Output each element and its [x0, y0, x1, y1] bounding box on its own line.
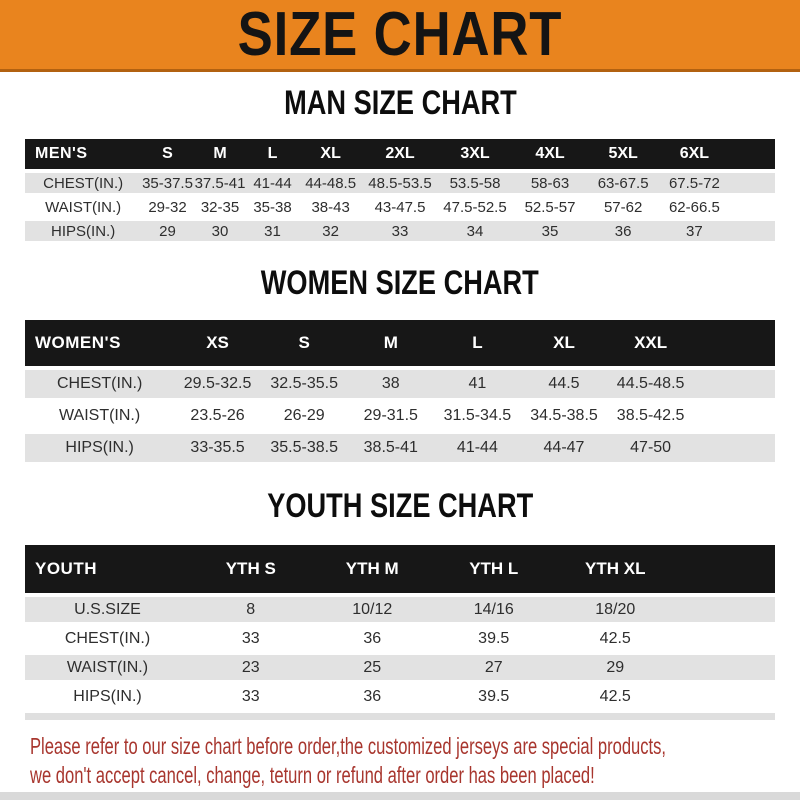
- youth-section-heading-text: YOUTH SIZE CHART: [267, 487, 533, 525]
- table-row: [25, 173, 775, 193]
- cell: 27: [433, 655, 555, 680]
- cell: 44.5: [521, 370, 608, 398]
- table-row: [25, 626, 775, 651]
- cell: 29.5-32.5: [174, 370, 261, 398]
- cell: 25: [312, 655, 434, 680]
- cell: 48.5-53.5: [363, 173, 438, 193]
- row-spacer: [676, 655, 775, 680]
- cell: 32: [299, 221, 363, 241]
- cell: 63-67.5: [588, 173, 659, 193]
- table-label: YOUTH: [25, 545, 190, 593]
- cell: 37: [659, 221, 730, 241]
- column-header: 6XL: [659, 139, 730, 169]
- cell: 47.5-52.5: [443, 198, 507, 216]
- row-label: WAIST(IN.): [25, 655, 190, 680]
- column-header: 5XL: [588, 139, 659, 169]
- cell: 38.5-41: [347, 434, 434, 462]
- cell: 36: [588, 221, 659, 241]
- cell: 29-31.5: [363, 407, 418, 424]
- column-header: YTH M: [312, 545, 434, 593]
- table-row: [25, 434, 775, 462]
- cell: 39.5: [478, 687, 510, 705]
- cell: 37.5-41: [194, 174, 246, 192]
- column-header: XXL: [607, 320, 694, 366]
- banner-title: SIZE CHART: [237, 0, 563, 69]
- row-spacer: [730, 197, 775, 217]
- row-spacer: [694, 370, 775, 398]
- cell: 33: [363, 221, 438, 241]
- men-size-table: [25, 135, 775, 245]
- row-label: CHEST(IN.): [25, 173, 141, 193]
- column-header: M: [194, 139, 247, 169]
- cell: 10/12: [312, 597, 434, 622]
- cell: 57-62: [603, 198, 643, 216]
- header-spacer: [730, 139, 775, 169]
- table-row: [25, 370, 775, 398]
- row-label: HIPS(IN.): [25, 221, 141, 241]
- cell: 44-48.5: [299, 173, 363, 193]
- women-size-table: [25, 316, 775, 466]
- bottom-strip: [0, 792, 800, 800]
- column-header: L: [434, 320, 521, 366]
- cell: 52.5-57: [524, 198, 576, 216]
- youth-section-heading: [0, 488, 800, 524]
- row-spacer: [694, 402, 775, 430]
- cell: 62-66.5: [668, 198, 720, 216]
- cell: 35-37.5: [142, 174, 193, 192]
- table-header-row: [25, 545, 775, 593]
- row-spacer: [730, 173, 775, 193]
- column-header: S: [141, 139, 194, 169]
- header-spacer: [676, 545, 775, 593]
- table-row: [25, 221, 775, 241]
- cell: 30: [194, 221, 247, 241]
- table-row: [25, 597, 775, 622]
- cell: 53.5-58: [438, 173, 513, 193]
- cell: 39.5: [478, 629, 510, 647]
- row-label: WAIST(IN.): [45, 198, 122, 216]
- cell: 41: [434, 370, 521, 398]
- column-header: M: [347, 320, 434, 366]
- table-row: [25, 684, 775, 709]
- cell: 31.5-34.5: [443, 407, 512, 424]
- cell: 58-63: [513, 173, 588, 193]
- cell: 44-47: [521, 434, 608, 462]
- youth-section: [0, 488, 800, 720]
- men-table-wrap: [25, 135, 775, 245]
- disclaimer: [30, 732, 800, 790]
- men-section-heading-text: MAN SIZE CHART: [283, 84, 517, 122]
- cell: 18/20: [555, 597, 677, 622]
- disclaimer-line-2: we don't accept cancel, change, teturn or refund after order has been placed!: [30, 762, 595, 788]
- youth-table-footer-strip: [25, 713, 775, 720]
- column-header: 3XL: [438, 139, 513, 169]
- table-row: [25, 197, 775, 217]
- women-section-heading-text: WOMEN SIZE CHART: [260, 264, 540, 302]
- column-header: XL: [521, 320, 608, 366]
- cell: 35-38: [253, 198, 292, 216]
- cell: 33-35.5: [174, 434, 261, 462]
- cell: 34.5-38.5: [530, 407, 598, 424]
- cell: 34: [438, 221, 513, 241]
- cell: 8: [190, 597, 312, 622]
- cell: 29: [141, 221, 194, 241]
- column-header: YTH XL: [555, 545, 677, 593]
- cell: 47-50: [607, 434, 694, 462]
- men-section: [0, 85, 800, 245]
- row-label: HIPS(IN.): [25, 434, 174, 462]
- youth-table-wrap: [25, 541, 775, 713]
- men-section-heading: [0, 85, 800, 121]
- cell: 35.5-38.5: [261, 434, 348, 462]
- column-header: L: [246, 139, 299, 169]
- row-spacer: [694, 434, 775, 462]
- size-chart-banner: [0, 0, 800, 72]
- women-table-wrap: [25, 316, 775, 466]
- table-label: MEN'S: [25, 139, 141, 169]
- row-spacer: [676, 684, 775, 709]
- column-header: S: [261, 320, 348, 366]
- column-header: 4XL: [513, 139, 588, 169]
- cell: 38: [347, 370, 434, 398]
- cell: 44.5-48.5: [607, 370, 694, 398]
- table-row: [25, 655, 775, 680]
- cell: 43-47.5: [374, 198, 426, 216]
- cell: 23.5-26: [190, 407, 245, 424]
- table-header-row: [25, 139, 775, 169]
- cell: 38-43: [311, 198, 350, 216]
- cell: 41-44: [434, 434, 521, 462]
- women-section-heading: [0, 265, 800, 301]
- cell: 31: [246, 221, 299, 241]
- column-header: 2XL: [363, 139, 438, 169]
- table-label: WOMEN'S: [25, 320, 174, 366]
- cell: 32-35: [200, 198, 240, 216]
- cell: 29: [555, 655, 677, 680]
- cell: 33: [241, 629, 260, 647]
- column-header: XS: [174, 320, 261, 366]
- cell: 32.5-35.5: [261, 370, 348, 398]
- row-spacer: [676, 597, 775, 622]
- cell: 41-44: [246, 173, 299, 193]
- women-section: [0, 265, 800, 466]
- disclaimer-line-1: Please refer to our size chart before order,the customized jerseys are special products,: [30, 733, 667, 759]
- row-label: CHEST(IN.): [64, 629, 151, 647]
- row-label: CHEST(IN.): [25, 370, 174, 398]
- youth-size-table: [25, 541, 775, 713]
- cell: 23: [190, 655, 312, 680]
- column-header: XL: [299, 139, 363, 169]
- cell: 38.5-42.5: [616, 407, 685, 424]
- cell: 36: [363, 687, 382, 705]
- column-header: YTH S: [190, 545, 312, 593]
- row-spacer: [730, 221, 775, 241]
- cell: 29-32: [148, 198, 187, 216]
- column-header: YTH L: [433, 545, 555, 593]
- table-row: [25, 402, 775, 430]
- row-spacer: [676, 626, 775, 651]
- cell: 42.5: [599, 629, 631, 647]
- cell: 14/16: [433, 597, 555, 622]
- cell: 26-29: [283, 407, 325, 424]
- cell: 67.5-72: [659, 173, 730, 193]
- row-label: HIPS(IN.): [73, 687, 142, 705]
- row-label: WAIST(IN.): [59, 407, 141, 424]
- cell: 36: [363, 629, 382, 647]
- header-spacer: [694, 320, 775, 366]
- cell: 33: [241, 687, 260, 705]
- table-header-row: [25, 320, 775, 366]
- cell: 35: [513, 221, 588, 241]
- cell: 42.5: [599, 687, 631, 705]
- row-label: U.S.SIZE: [25, 597, 190, 622]
